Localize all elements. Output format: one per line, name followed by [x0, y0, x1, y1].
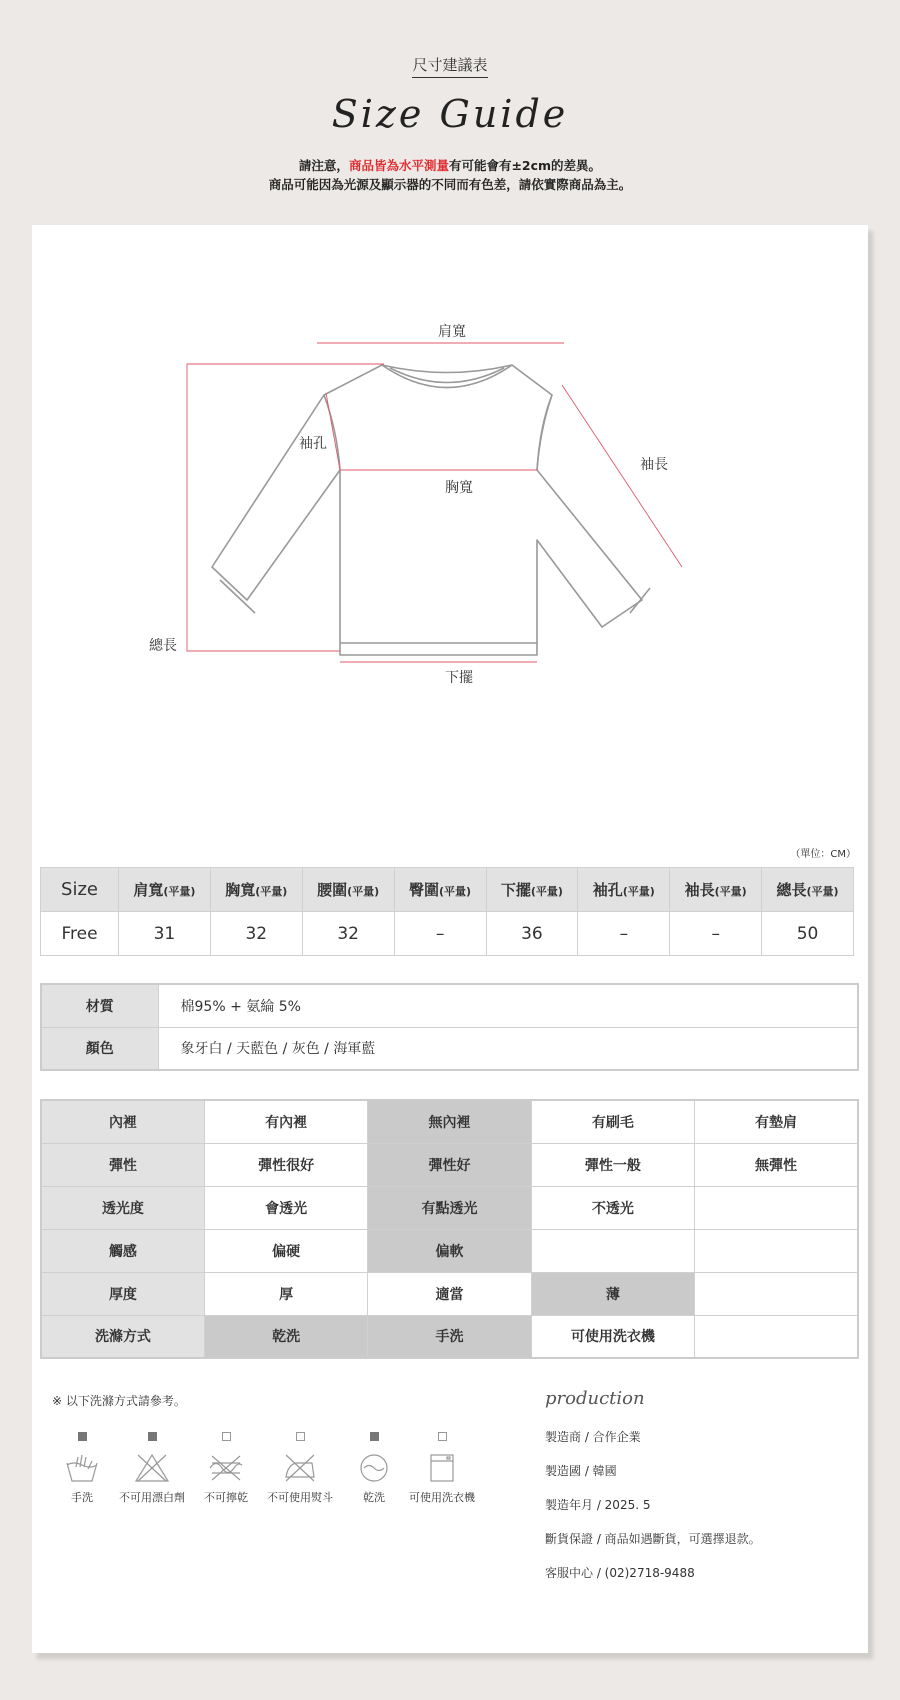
attr-option: 不透光 — [531, 1186, 694, 1229]
checkbox-icon — [296, 1432, 305, 1441]
attr-label: 厚度 — [41, 1272, 204, 1315]
attr-option: 有點透光 — [368, 1186, 531, 1229]
attr-option: 薄 — [531, 1272, 694, 1315]
value-cell: 32 — [210, 912, 302, 956]
value-cell: 31 — [119, 912, 211, 956]
wash-item — [184, 1432, 268, 1505]
attr-option: 手洗 — [368, 1315, 531, 1358]
checkbox-icon — [222, 1432, 231, 1441]
notice — [0, 156, 900, 194]
color-value: 象牙白 / 天藍色 / 灰色 / 海軍藍 — [158, 1027, 858, 1070]
no-wring-icon — [206, 1453, 246, 1483]
size-table — [40, 867, 854, 956]
attr-row — [41, 1100, 858, 1143]
dry-clean-icon — [356, 1453, 392, 1483]
attr-label: 彈性 — [41, 1143, 204, 1186]
wash-item — [110, 1432, 194, 1505]
size-header-cell: Size — [41, 868, 119, 912]
production-title: production — [545, 1388, 645, 1409]
label-armhole: 袖孔 — [299, 436, 327, 452]
wash-label: 不可使用熨斗 — [267, 1491, 333, 1504]
attr-row — [41, 1272, 858, 1315]
size-cell: Free — [41, 912, 119, 956]
value-cell: 36 — [486, 912, 578, 956]
attr-option: 適當 — [368, 1272, 531, 1315]
attr-option: 可使用洗衣機 — [531, 1315, 694, 1358]
production-list — [545, 1428, 761, 1598]
attr-option: 彈性很好 — [204, 1143, 367, 1186]
notice-pre: 請注意， — [298, 158, 349, 173]
wash-icons — [40, 1432, 480, 1542]
value-cell: – — [578, 912, 670, 956]
wash-label: 可使用洗衣機 — [409, 1491, 475, 1504]
size-table-header — [41, 868, 854, 912]
value-cell: 50 — [762, 912, 854, 956]
wash-label: 乾洗 — [363, 1491, 385, 1504]
attribute-table — [40, 1099, 859, 1359]
garment-diagram — [32, 225, 868, 825]
attr-option — [531, 1229, 694, 1272]
attr-option: 彈性好 — [368, 1143, 531, 1186]
checkbox-icon — [370, 1432, 379, 1441]
attr-option: 彈性一般 — [531, 1143, 694, 1186]
attr-option: 有刷毛 — [531, 1100, 694, 1143]
wash-label: 不可擰乾 — [204, 1491, 248, 1504]
production-line: 製造國 / 韓國 — [545, 1464, 617, 1478]
header — [0, 0, 900, 225]
attr-option: 無內裡 — [368, 1100, 531, 1143]
value-cell: – — [670, 912, 762, 956]
checkbox-icon — [148, 1432, 157, 1441]
attr-option: 厚 — [204, 1272, 367, 1315]
attr-row — [41, 1229, 858, 1272]
hand-wash-icon — [64, 1453, 100, 1483]
attr-option: 偏硬 — [204, 1229, 367, 1272]
attr-label: 洗滌方式 — [41, 1315, 204, 1358]
attr-option: 有內裡 — [204, 1100, 367, 1143]
production-line: 製造商 / 合作企業 — [545, 1430, 641, 1444]
color-label: 顏色 — [41, 1027, 158, 1070]
col-header: 胸寬(平量) — [210, 868, 302, 912]
attr-option: 有墊肩 — [695, 1100, 858, 1143]
attr-option: 會透光 — [204, 1186, 367, 1229]
attr-option — [695, 1315, 858, 1358]
attr-option: 無彈性 — [695, 1143, 858, 1186]
attr-label: 內裡 — [41, 1100, 204, 1143]
attr-label: 觸感 — [41, 1229, 204, 1272]
col-header: 袖長(平量) — [670, 868, 762, 912]
unit-label: （單位：CM） — [790, 849, 856, 860]
attr-option: 偏軟 — [368, 1229, 531, 1272]
col-header: 肩寬(平量) — [119, 868, 211, 912]
material-row — [41, 984, 858, 1027]
no-iron-icon — [282, 1453, 318, 1483]
attr-option — [695, 1272, 858, 1315]
attr-row — [41, 1143, 858, 1186]
size-guide-card — [32, 225, 868, 1653]
production-line: 製造年月 / 2025. 5 — [545, 1498, 651, 1512]
notice-line-2: 商品可能因為光源及顯示器的不同而有色差，請依實際商品為主。 — [268, 177, 632, 192]
col-header: 腰圍(平量) — [302, 868, 394, 912]
attr-row — [41, 1315, 858, 1358]
col-header: 總長(平量) — [762, 868, 854, 912]
checkbox-icon — [78, 1432, 87, 1441]
table-row — [41, 912, 854, 956]
color-row — [41, 1027, 858, 1070]
label-hem: 下擺 — [445, 670, 473, 686]
attr-row — [41, 1186, 858, 1229]
wash-label: 手洗 — [71, 1491, 93, 1504]
attr-option — [695, 1229, 858, 1272]
wash-item — [258, 1432, 342, 1505]
material-table — [40, 983, 859, 1071]
label-shoulder: 肩寬 — [438, 324, 466, 340]
page-subtitle: 尺寸建議表 — [412, 54, 487, 78]
wash-item — [400, 1432, 484, 1505]
label-sleeve: 袖長 — [640, 457, 668, 473]
material-label: 材質 — [41, 984, 158, 1027]
material-value: 棉95% + 氨綸 5% — [158, 984, 858, 1027]
label-chest: 胸寬 — [445, 480, 473, 496]
notice-post: 有可能會有±2cm的差異。 — [448, 158, 602, 173]
col-header: 袖孔(平量) — [578, 868, 670, 912]
value-cell: 32 — [302, 912, 394, 956]
machine-wash-icon — [424, 1453, 460, 1483]
value-cell: – — [394, 912, 486, 956]
production-line: 客服中心 / (02)2718-9488 — [545, 1566, 695, 1580]
wash-note: ※ 以下洗滌方式請參考。 — [52, 1394, 186, 1408]
no-bleach-icon — [134, 1453, 170, 1483]
notice-highlight: 商品皆為水平測量 — [348, 158, 449, 173]
attr-label: 透光度 — [41, 1186, 204, 1229]
col-header: 下擺(平量) — [486, 868, 578, 912]
checkbox-icon — [438, 1432, 447, 1441]
col-header: 臀圍(平量) — [394, 868, 486, 912]
page-title: Size Guide — [331, 92, 569, 136]
attr-option: 乾洗 — [204, 1315, 367, 1358]
sweater-outline-icon — [32, 225, 868, 825]
attr-option — [695, 1186, 858, 1229]
production-line: 斷貨保證 / 商品如遇斷貨，可選擇退款。 — [545, 1532, 761, 1546]
wash-label: 不可用漂白劑 — [119, 1491, 185, 1504]
label-length: 總長 — [149, 638, 177, 654]
